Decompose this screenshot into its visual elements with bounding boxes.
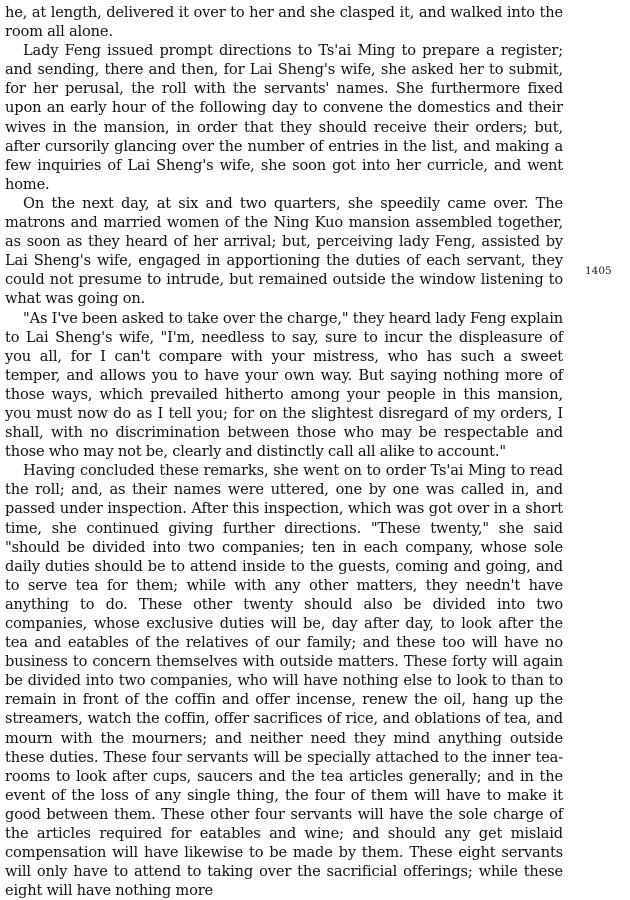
paragraph-5: Having concluded these remarks, she went on to order Ts'ai Ming to read the roll; and, as their names were uttered, one by one was called in, and passed under inspection. After this inspection, which was got over in a short time, she continued giving further directions. "These twenty," she said "should be divided into two companies; ten in each company, whose sole daily duties should be to attend inside to the guests, coming and going, and to serve tea for them; while with any other matters, they needn't have anything to do. These other twenty should also be divided into two companies, whose exclusive duties will be, day after day, to look after the tea and eatables of the relatives of our family; and these too will have no business to concern themselves with outside matters. These forty will again be divided into two companies, who will have nothing else to look to than to remain in front of the coffin and offer incense, renew the oil, hang up the streamers, watch the coffin, offer sacrifices of rice, and oblations of tea, and mourn with the mourners; and neither need they mind anything outside these duties. These four servants will be specially attached to the inner tea-rooms to look after cups, saucers and the tea articles generally; and in the event of the loss of any single thing, the four of them will have to make it good between them. These other four servants will have the sole charge of the articles required for eatables and wine; and should any get mislaid compensation will have likewise to be made by them. These eight servants will only have to attend to taking over the sacrificial offerings; while these eight will have nothing more	[5, 462, 563, 900]
paragraph-2: Lady Feng issued prompt directions to Ts'ai Ming to prepare a register; and sending, there and then, for Lai Sheng's wife, she asked her to submit, for her perusal, the roll with the servants' names. She furthermore fixed upon an early hour of the following day to convene the domestics and their wives in the mansion, in order that they should receive their orders; but, after cursorily glancing over the number of entries in the list, and making a few inquiries of Lai Sheng's wife, she soon got into her curricle, and went home.	[5, 42, 563, 193]
page-body	[5, 3, 563, 900]
paragraph-4: "As I've been asked to take over the charge," they heard lady Feng explain to Lai Sheng's wife, "I'm, needless to say, sure to incur the displeasure of you all, for I can't compare with your mistress, who has such a sweet temper, and allows you to have your own way. But saying nothing more of those ways, which prevailed hitherto among your people in this mansion, you must now do as I tell you; for on the slightest disregard of my orders, I shall, with no discrimination between those who may be respectable and those who may not be, clearly and distinctly call all alike to account."	[5, 309, 563, 461]
paragraph-3: On the next day, at six and two quarters, she speedily came over. The matrons and married women of the Ning Kuo mansion assembled together, as soon as they heard of her arrival; but, perceiving lady Feng, assisted by Lai Sheng's wife, engaged in apportioning the duties of each servant, they could not presume to intrude, but remained outside the window listening to what was going on.	[5, 194, 563, 308]
paragraph-1: he, at length, delivered it over to her and she clasped it, and walked into the room all alone.	[5, 4, 563, 41]
page-number: 1405	[585, 265, 612, 277]
